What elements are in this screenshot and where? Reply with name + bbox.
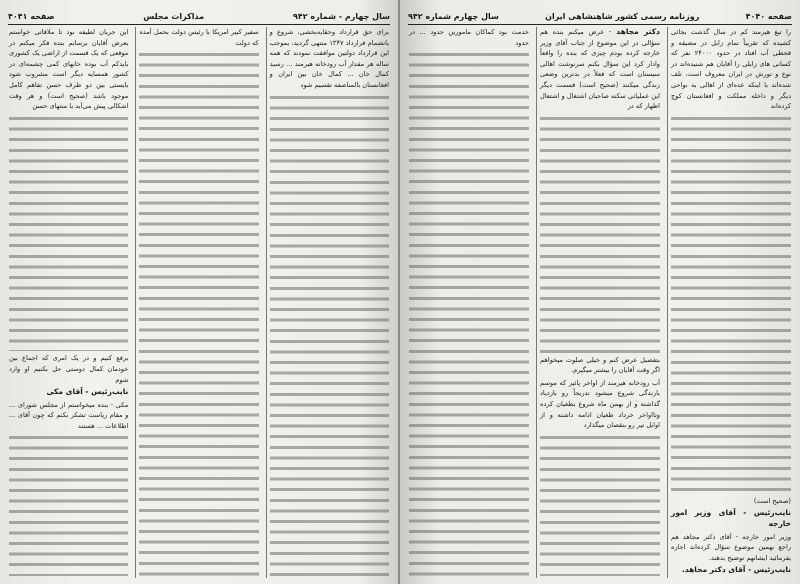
page-number: صفحه ۴۰۴۰ <box>745 11 792 21</box>
paragraph: برفع کنیم و در یک امری که اجماع بین خودمان کمال دوستی حل بکنیم او وارد شوم <box>9 354 129 384</box>
right-page-columns <box>406 27 794 578</box>
left-page-columns <box>6 27 392 578</box>
paragraph: را تیغ هیرمند کم در سال گذشت بجائی کشیده که تقریباً تمام زابل در مضیقه و قحطی آب افتاد در حدود ۲۴۰۰۰ نفر که کسانی های زابلی را آقایان هم شنیده‌اند در نوع و تورش در ایران معروف است، تلف شده‌اند با اینکه عده‌ای از اهالی به نواحی دیگر و داخله مملکت و افغانستان کوچ کرده‌اند <box>671 28 791 111</box>
column <box>6 27 131 578</box>
paragraph: - عرض میکنم بنده هم سؤالی در این موضوع از جناب آقای وزیر خارجه کرده بودم چیزی که بنده را واقعاً وادار کرد این سؤال بکنم سرنوشت اهالی سیستان است که فعلاً در بدترین وضعی زندگی میکنند (صحیح است) قسمت دیگر این عملیاتی سکنه صاحبان اشتغال و اشتعال اظهار که در <box>540 28 660 111</box>
speaker-heading: نایب‌رئیس - آقای مکی <box>46 387 129 397</box>
left-page-header <box>8 8 390 25</box>
paragraph: وزیر امور خارجه - آقای دکتر مجاهد هم راجع بهمین موضوع سؤال کرده‌اند اجازه بفرمائید ایشانهم توضیح بدهند. <box>671 532 791 562</box>
speaker-name: دکتر مجاهد <box>616 27 660 36</box>
newspaper-title: روزنامه رسمی کشور شاهنشاهی ایران <box>545 11 700 21</box>
paragraph: مکی - بنده میخواستم از مجلس شورای ... و مقام ریاست تشکر بکنم که چون آقای ... اطلاعات ... هستند <box>9 400 129 430</box>
paragraph: سفیر کبیر امریکا با رئیس دولت بحمل آمده که دولت <box>139 28 259 47</box>
illegible-text-block <box>540 433 660 576</box>
paragraph: این جریان لطیفه بود تا ملاقاتی خواستم بعرض آقایان برسانم بنده فکر میکنم در موقعی که یک قسمت از اراضی یک کشوری بایدکم آب بوده خانهای کمی چشمه‌ای در کشور همسایه دیگر است مشروب شود بایستی بین دو طرف حسن تفاهم کامل موجود باشد (صحیح است) و هر وقت اشکالی پیش می‌آید با منتهای حسن <box>9 28 129 111</box>
column <box>667 27 794 578</box>
column <box>536 27 663 578</box>
illegible-text-block <box>540 114 660 353</box>
issue-label: سال چهارم شماره ۹۴۲ <box>408 11 499 21</box>
section-title: مذاکرات مجلس <box>143 11 205 21</box>
illegible-text-block <box>671 114 791 494</box>
right-page <box>400 0 800 584</box>
speaker-heading: نایب‌رئیس - آقای دکتر مجاهد. <box>681 565 791 575</box>
paragraph: (صحیح است) <box>753 496 791 505</box>
issue-label: سال چهارم - شماره ۹۴۲ <box>292 11 390 21</box>
column <box>135 27 261 578</box>
illegible-text-block <box>9 433 128 576</box>
page-number: صفحه ۴۰۴۱ <box>8 11 55 21</box>
column <box>266 27 392 578</box>
right-page-header <box>408 8 792 25</box>
illegible-text-block <box>9 114 128 352</box>
paragraph: آب رودخانه هیرمند از اواخر پائیز که موسم بارندگی شروع میشود تدریجاً رو بازدیاد گذاشته و از بهمن ماه شروع بطغیان کرده وتااواخر خرداد طغیان ادامه داشته و از اوایل تیر رو بنقصان میگذارد <box>540 378 660 430</box>
illegible-text-block <box>139 50 258 576</box>
illegible-text-block <box>409 50 529 576</box>
speaker-heading: نایب‌رئیس - آقای وزیر امور خارجه <box>671 508 791 529</box>
paragraph: خدمت بود کماکان مامورین حدود ... در حدود <box>409 28 529 47</box>
paragraph: برای حق قرارداد وحقابه‌بخشی، شروع و بانضمام قرارداد ۱۳۴۷ منتهی گردید، بموجب این قرارداد دولتین موافقت نمودند که همه ساله هر مقدار آب رودخانه هیرمند ... رسید کمال خان ... کمال خان بین ایران و افغانستان بالمناصفه تقسیم شود <box>269 28 389 89</box>
paragraph: بتفصیل عرض کنم و خیلی صلوت میخواهم اگر وقت آقایان را بیشتر میگیرم. <box>540 355 660 375</box>
column <box>406 27 532 578</box>
illegible-text-block <box>270 93 389 576</box>
